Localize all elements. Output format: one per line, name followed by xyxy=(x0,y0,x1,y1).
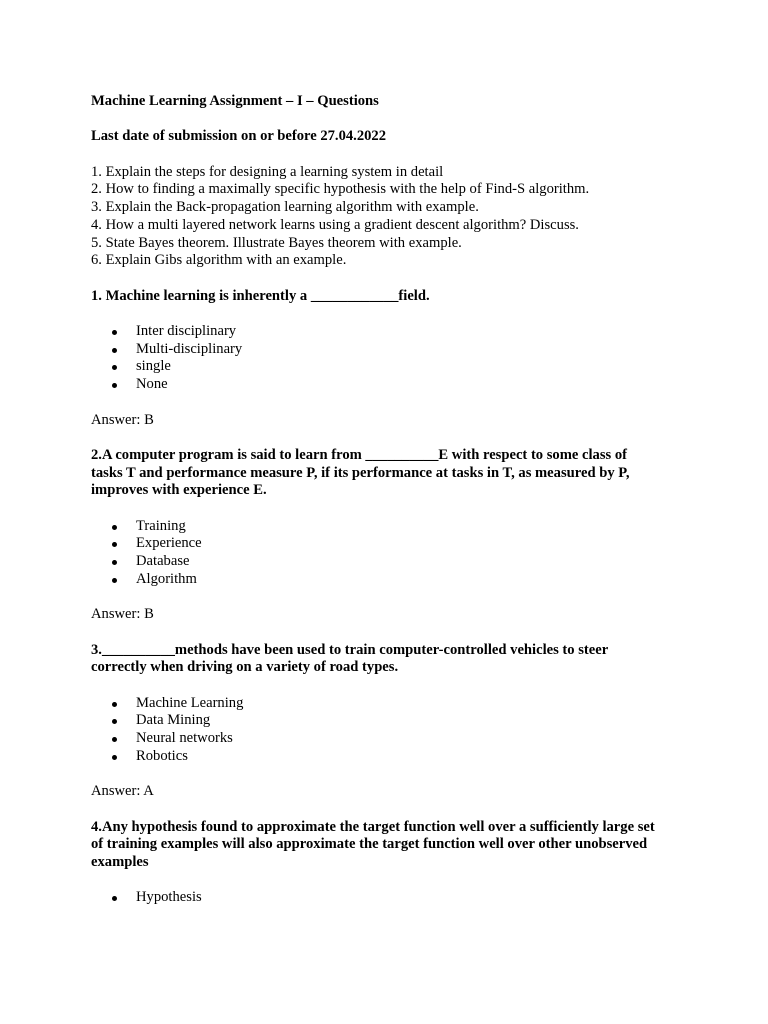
mcq-option: Data Mining xyxy=(91,712,691,730)
question-item: 1. Explain the steps for designing a learning system in detail xyxy=(91,163,444,180)
mcq-option: single xyxy=(91,358,691,376)
question-list xyxy=(91,164,691,270)
mcq-question-line: improves with experience E. xyxy=(91,482,267,499)
mcq-option: Experience xyxy=(91,535,691,553)
question-item: 6. Explain Gibs algorithm with an example. xyxy=(91,252,347,269)
mcq-option: Machine Learning xyxy=(91,695,691,713)
mcq-option: Robotics xyxy=(91,748,691,766)
mcq-option: Multi-disciplinary xyxy=(91,341,691,359)
bullet-icon xyxy=(112,896,117,901)
mcq-option: None xyxy=(91,376,691,394)
mcq-question-line: correctly when driving on a variety of road types. xyxy=(91,659,399,676)
mcq-option: Database xyxy=(91,553,691,571)
bullet-icon xyxy=(112,348,117,353)
mcq-question-line: examples xyxy=(91,854,149,871)
bullet-icon xyxy=(112,755,117,760)
bullet-icon xyxy=(112,560,117,565)
mcq-block-4 xyxy=(91,819,691,908)
mcq-block-1 xyxy=(91,288,691,430)
mcq-option: Inter disciplinary xyxy=(91,323,691,341)
submission-deadline: Last date of submission on or before 27.04.2022 xyxy=(91,128,387,145)
question-item: 5. State Bayes theorem. Illustrate Bayes theorem with example. xyxy=(91,234,462,251)
mcq-question-line: 4.Any hypothesis found to approximate the target function well over a sufficiently large set xyxy=(91,818,655,835)
mcq-option: Algorithm xyxy=(91,571,691,589)
mcq-question-line: 2.A computer program is said to learn from __________E with respect to some class of xyxy=(91,446,627,463)
mcq-options xyxy=(91,695,691,766)
mcq-question-line: 3.__________methods have been used to train computer-controlled vehicles to steer xyxy=(91,641,609,658)
mcq-options xyxy=(91,323,691,394)
bullet-icon xyxy=(112,525,117,530)
mcq-option: Neural networks xyxy=(91,730,691,748)
document-page xyxy=(91,93,691,907)
mcq-option: Training xyxy=(91,518,691,536)
bullet-icon xyxy=(112,330,117,335)
mcq-answer: Answer: B xyxy=(91,606,154,623)
mcq-option: Hypothesis xyxy=(91,889,691,907)
document-title: Machine Learning Assignment – I – Questions xyxy=(91,93,379,109)
mcq-options xyxy=(91,889,691,907)
mcq-question-line: tasks T and performance measure P, if its performance at tasks in T, as measured by P, xyxy=(91,464,630,481)
bullet-icon xyxy=(112,578,117,583)
mcq-block-2 xyxy=(91,447,691,624)
bullet-icon xyxy=(112,719,117,724)
mcq-question-line: of training examples will also approximate the target function well over other unobserved xyxy=(91,836,648,853)
bullet-icon xyxy=(112,737,117,742)
mcq-question: 1. Machine learning is inherently a ____________field. xyxy=(91,287,430,304)
question-item: 2. How to finding a maximally specific hypothesis with the help of Find-S algorithm. xyxy=(91,181,590,198)
bullet-icon xyxy=(112,702,117,707)
question-item: 4. How a multi layered network learns using a gradient descent algorithm? Discuss. xyxy=(91,216,579,233)
mcq-answer: Answer: B xyxy=(91,411,154,428)
question-item: 3. Explain the Back-propagation learning algorithm with example. xyxy=(91,199,479,216)
bullet-icon xyxy=(112,542,117,547)
mcq-answer: Answer: A xyxy=(91,783,154,800)
bullet-icon xyxy=(112,383,117,388)
mcq-options xyxy=(91,518,691,589)
mcq-block-3 xyxy=(91,642,691,801)
bullet-icon xyxy=(112,365,117,370)
